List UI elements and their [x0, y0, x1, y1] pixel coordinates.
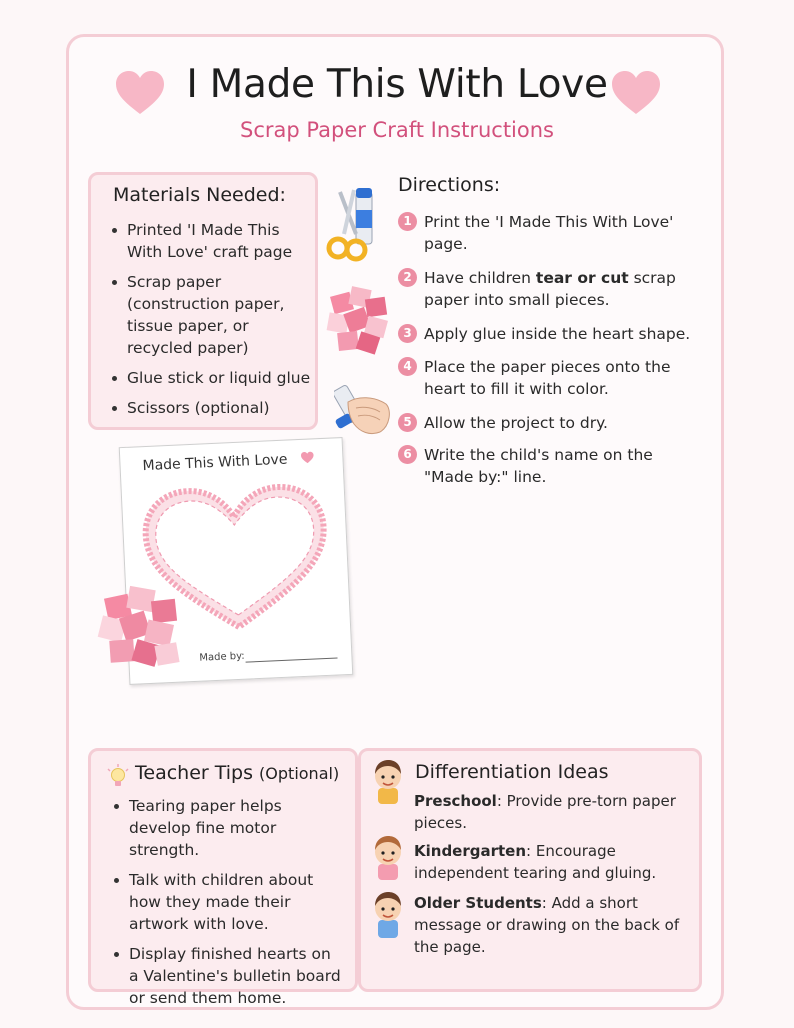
materials-list	[111, 219, 311, 427]
step-number: 6	[398, 445, 417, 464]
step-text-bold: tear or cut	[535, 269, 629, 287]
step-number: 1	[398, 212, 417, 231]
materials-title: Materials Needed:	[113, 184, 286, 206]
differentiation-title: Differentiation Ideas	[415, 761, 609, 783]
lightbulb-icon	[105, 763, 131, 789]
level-label: Older Students	[414, 894, 542, 912]
direction-step-3	[398, 323, 698, 345]
glue-stick-icon	[334, 374, 394, 442]
heart-icon	[300, 451, 315, 464]
level-label: Kindergarten	[414, 842, 527, 860]
paper-scraps-icon	[324, 284, 394, 358]
step-text: Place the paper pieces onto the heart to fill it with color.	[424, 358, 671, 398]
list-item: Printed 'I Made This With Love' craft page	[111, 219, 311, 263]
level-text: : Add a short message or drawing on the back of the page.	[414, 894, 680, 956]
direction-step-1	[398, 211, 698, 255]
page-subtitle: Scrap Paper Craft Instructions	[240, 118, 554, 142]
level-label: Preschool	[414, 792, 497, 810]
direction-step-4	[398, 356, 698, 400]
page-title: I Made This With Love	[186, 62, 608, 107]
list-item: Scrap paper (construction paper, tissue paper, or recycled paper)	[111, 271, 311, 359]
step-text: scrap paper into small pieces.	[424, 269, 676, 309]
step-text: Write the child's name on the "Made by:" line.	[424, 446, 653, 486]
direction-step-5	[398, 412, 698, 434]
direction-step-2	[398, 267, 698, 311]
teacher-tips-heading: Teacher Tips	[135, 762, 253, 784]
paper-scraps-icon	[96, 582, 188, 672]
level-text: : Encourage independent tearing and gluing.	[414, 842, 657, 882]
teacher-tips-list	[113, 795, 341, 1017]
list-item: Talk with children about how they made their artwork with love.	[113, 869, 341, 935]
directions-title: Directions:	[398, 174, 501, 196]
step-number: 4	[398, 357, 417, 376]
teacher-tips-box	[88, 748, 358, 1007]
direction-step-6	[398, 444, 698, 488]
differentiation-row	[372, 892, 692, 958]
list-item: Glue stick or liquid glue	[111, 367, 311, 389]
step-number: 3	[398, 324, 417, 343]
step-text: Apply glue inside the heart shape.	[424, 325, 691, 343]
list-item: Scissors (optional)	[111, 397, 311, 419]
differentiation-row	[372, 790, 692, 834]
teacher-tips-title	[135, 762, 339, 784]
craft-page-title: Made This With Love	[142, 451, 288, 475]
list-item: Tearing paper helps develop fine motor strength.	[113, 795, 341, 861]
step-text: Allow the project to dry.	[424, 414, 608, 432]
list-item: Display finished hearts on a Valentine's bulletin board or send them home.	[113, 943, 341, 1009]
step-text: Have children	[424, 269, 536, 287]
teacher-tips-note: (Optional)	[259, 764, 340, 783]
made-by-line	[246, 657, 338, 662]
made-by-label: Made by:	[199, 650, 245, 664]
level-text: : Provide pre-torn paper pieces.	[414, 792, 676, 832]
materials-box	[88, 172, 318, 430]
scissors-icon	[326, 186, 382, 270]
differentiation-row	[372, 840, 692, 884]
step-number: 2	[398, 268, 417, 287]
step-text: Print the 'I Made This With Love' page.	[424, 213, 674, 253]
step-number: 5	[398, 413, 417, 432]
